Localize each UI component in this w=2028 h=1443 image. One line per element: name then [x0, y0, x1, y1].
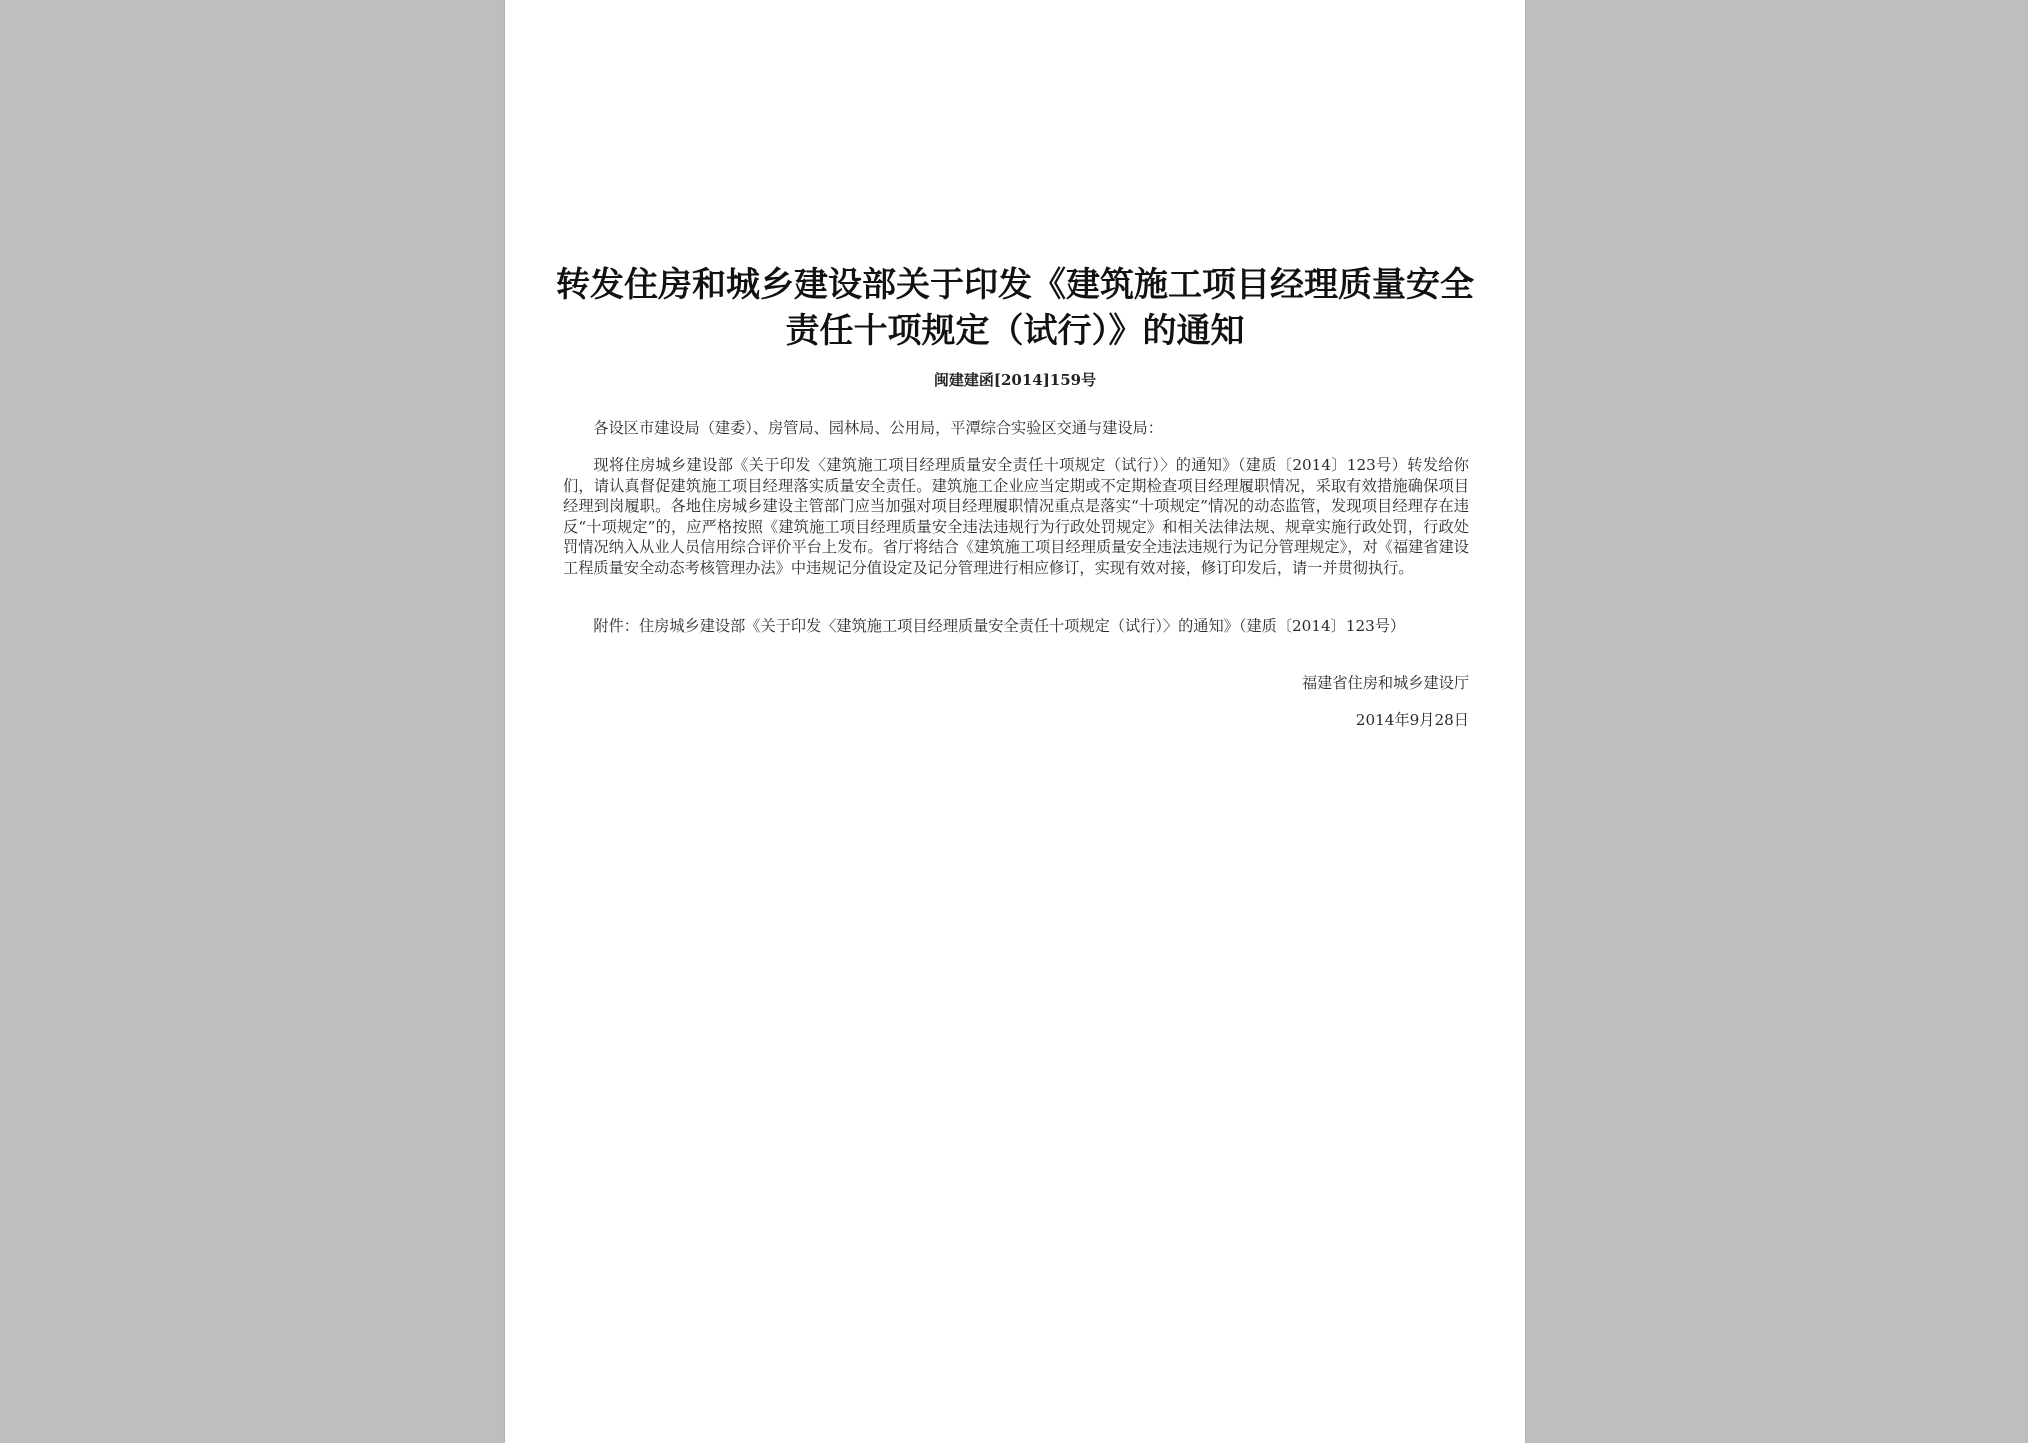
issuing-organization: 福建省住房和城乡建设厅: [1301, 674, 1469, 692]
document-title: 转发住房和城乡建设部关于印发《建筑施工项目经理质量安全责任十项规定（试行）》的通知: [556, 265, 1474, 351]
document-number: 闽建建函[2014]159号: [933, 371, 1097, 389]
attachment-note: 附件：住房城乡建设部《关于印发〈建筑施工项目经理质量安全责任十项规定（试行）〉的通知》（建质〔2014〕123号）: [593, 617, 1406, 635]
main-paragraph: 现将住房城乡建设部《关于印发〈建筑施工项目经理质量安全责任十项规定（试行）〉的通知》（建质〔2014〕123号）转发给你们，请认真督促建筑施工项目经理落实质量安全责任。建筑施工企业应当定期或不定期检查项目经理履职情况，采取有效措施确保项目经理到岗履职。各地住房城乡建设主管部门应当加强对项目经理履职情况重点是落实“十项规定”情况的动态监管，发现项目经理存在违反“十项规定”的，应严格按照《建筑施工项目经理质量安全违法违规行为行政处罚规定》和相关法律法规、规章实施行政处罚，行政处罚情况纳入从业人员信用综合评价平台上发布。省厅将结合《建筑施工项目经理质量安全违法违规行为记分管理规定》，对《福建省建设工程质量安全动态考核管理办法》中违规记分值设定及记分管理进行相应修订，实现有效对接，修订印发后，请一并贯彻执行。: [563, 456, 1469, 577]
addressee: 各设区市建设局（建委）、房管局、园林局、公用局，平潭综合实验区交通与建设局：: [593, 419, 1163, 437]
issue-date: 2014年9月28日: [1355, 711, 1469, 729]
document-page: [505, 0, 1525, 1443]
